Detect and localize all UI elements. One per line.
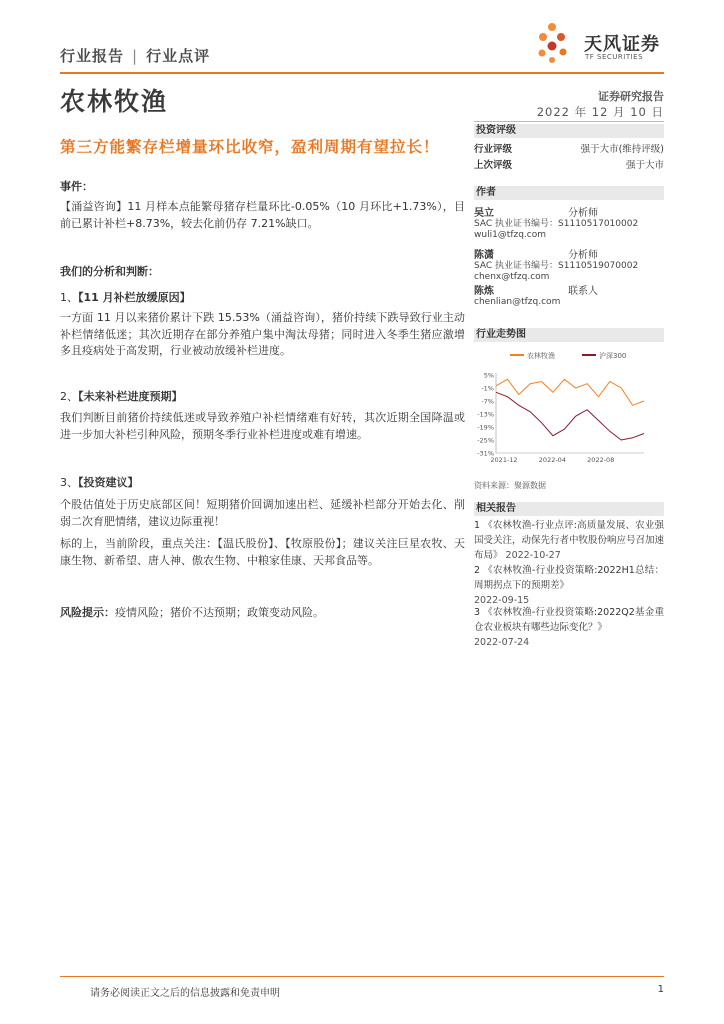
section-3-heading: 3、【投资建议】 xyxy=(60,476,139,489)
author-role: 分析师 xyxy=(568,250,598,261)
section-1-heading: 1、【11 月补栏放缓原因】 xyxy=(60,291,191,304)
sidebar-top-divider xyxy=(474,121,664,122)
section-1-title: 【11 月补栏放缓原因】 xyxy=(78,291,191,304)
report-label: 证券研究报告 xyxy=(598,90,664,103)
related-report[interactable] xyxy=(474,563,664,608)
related-report-date: 2022-10-27 xyxy=(505,550,561,561)
author-name: 陈炼 xyxy=(474,286,494,297)
risk-title: 风险提示： xyxy=(60,606,115,619)
author-role: 联系人 xyxy=(568,286,598,297)
report-date: 2022 年 12 月 10 日 xyxy=(536,105,664,119)
section-2-heading: 2、【未来补栏进度预期】 xyxy=(60,390,183,403)
series-line-agri xyxy=(496,379,644,405)
x-tick-label: 2022-04 xyxy=(538,456,566,464)
prev-rating-label: 上次评级 xyxy=(474,160,513,171)
related-report-title: 1 《农林牧渔-行业点评:高质量发展、农业强国受关注，动保先行者中牧股份响应号召加速布局》 xyxy=(474,520,665,561)
legend-label: 沪深300 xyxy=(599,352,627,360)
analysis-title: 我们的分析和判断： xyxy=(60,265,159,278)
author-email[interactable]: chenx@tfzq.com xyxy=(474,272,550,282)
logo-subtext: TF SECURITIES xyxy=(585,53,644,61)
footer-disclaimer: 请务必阅读正文之后的信息披露和免责申明 xyxy=(90,988,280,999)
author-block xyxy=(474,286,664,308)
author-role: 分析师 xyxy=(568,208,598,219)
y-tick-label: -19% xyxy=(477,423,494,432)
headline: 第三方能繁存栏增量环比收窄，盈利周期有望拉长！ xyxy=(60,138,440,156)
section-3-text-2: 标的上，当前阶段，重点关注：【温氏股份】、【牧原股份】；建议关注巨星农牧、天康生物、新希望、唐人神、傲农生物、中粮家佳康、天邦食品等。 xyxy=(60,537,465,567)
footer-divider xyxy=(60,976,664,977)
legend-label: 农林牧渔 xyxy=(527,352,555,360)
author-name: 陈潇 xyxy=(474,250,494,261)
prev-rating-row xyxy=(474,157,664,171)
author-sac: SAC 执业证书编号：S1110519070002 xyxy=(474,261,639,271)
rating-section-title: 投资评级 xyxy=(474,124,664,138)
risk-line xyxy=(60,604,465,620)
sector-title: 农林牧渔 xyxy=(60,87,169,116)
section-3-text-1: 个股估值处于历史底部区间！短期猪价回调加速出栏、延缓补栏部分开始去化、削弱二次育肥情绪，建议边际重视！ xyxy=(60,498,465,528)
rating-label: 行业评级 xyxy=(474,144,513,155)
page-number: 1 xyxy=(657,984,664,995)
section-2-title: 【未来补栏进度预期】 xyxy=(78,390,183,403)
y-tick-label: -31% xyxy=(477,449,494,458)
prev-rating-value: 强于大市 xyxy=(625,160,664,171)
section-3-title: 【投资建议】 xyxy=(78,476,139,489)
y-tick-label: -25% xyxy=(477,436,494,445)
related-report[interactable] xyxy=(474,518,664,563)
rating-row xyxy=(474,141,664,155)
trend-section-title: 行业走势图 xyxy=(474,328,664,342)
event-text: 【涌益咨询】11 月样本点能繁母猪存栏量环比-0.05%（10 月环比+1.73%），目前已累计补栏+8.73%，较去化前仍存 7.21%缺口。 xyxy=(60,200,465,230)
report-type-2: 行业点评 xyxy=(146,47,211,65)
author-email[interactable]: wuli1@tfzq.com xyxy=(474,230,547,240)
y-tick-label: -7% xyxy=(481,397,494,406)
report-type-1: 行业报告 xyxy=(60,47,125,65)
report-type xyxy=(60,45,210,66)
section-1-text: 一方面 11 月以来猪价累计下跌 15.53%（涌益咨询），猪价持续下跌导致行业主动补栏情绪低迷；其次近期存在部分养殖户集中淘汰母猪；同时进入冬季生猪应激增多且疫病处于高发期，行业被动放缓补栏进度。 xyxy=(60,311,465,357)
y-tick-label: 5% xyxy=(483,371,494,380)
author-block xyxy=(474,250,664,283)
related-section-title: 相关报告 xyxy=(474,502,664,516)
rating-value: 强于大市(维持评级) xyxy=(580,144,664,155)
related-report-date: 2022-09-15 xyxy=(474,595,530,606)
author-sac: SAC 执业证书编号：S1110517010002 xyxy=(474,219,639,229)
risk-text: 疫情风险；猪价不达预期；政策变动风险。 xyxy=(115,606,324,619)
y-tick-label: -1% xyxy=(481,384,494,393)
event-title: 事件： xyxy=(60,180,93,193)
section-2-text: 我们判断目前猪价持续低迷或导致养殖户补栏情绪难有好转，其次近期全国降温或进一步加大补栏引种风险，预期冬季行业补栏进度或难有增速。 xyxy=(60,411,465,441)
header-divider xyxy=(60,72,664,74)
industry-trend-chart xyxy=(474,345,664,473)
y-tick-label: -13% xyxy=(477,410,494,419)
related-report[interactable] xyxy=(474,605,664,650)
series-line-hs300 xyxy=(496,392,644,440)
chart-source: 资料来源：聚源数据 xyxy=(474,481,546,490)
related-report-date: 2022-07-24 xyxy=(474,637,530,648)
x-tick-label: 2021-12 xyxy=(490,456,518,464)
logo-text: 天风证券 xyxy=(584,34,660,55)
header-separator: | xyxy=(132,47,139,65)
author-name: 吴立 xyxy=(474,208,494,219)
author-email[interactable]: chenlian@tfzq.com xyxy=(474,297,561,307)
authors-section-title: 作者 xyxy=(474,186,664,200)
related-report-title: 2 《农林牧渔-行业投资策略:2022H1总结：周期拐点下的预期差》 xyxy=(474,565,664,591)
author-block xyxy=(474,208,664,241)
related-report-title: 3 《农林牧渔-行业投资策略:2022Q2基金重仓农业板块有哪些边际变化？》 xyxy=(474,607,664,633)
x-tick-label: 2022-08 xyxy=(587,456,615,464)
